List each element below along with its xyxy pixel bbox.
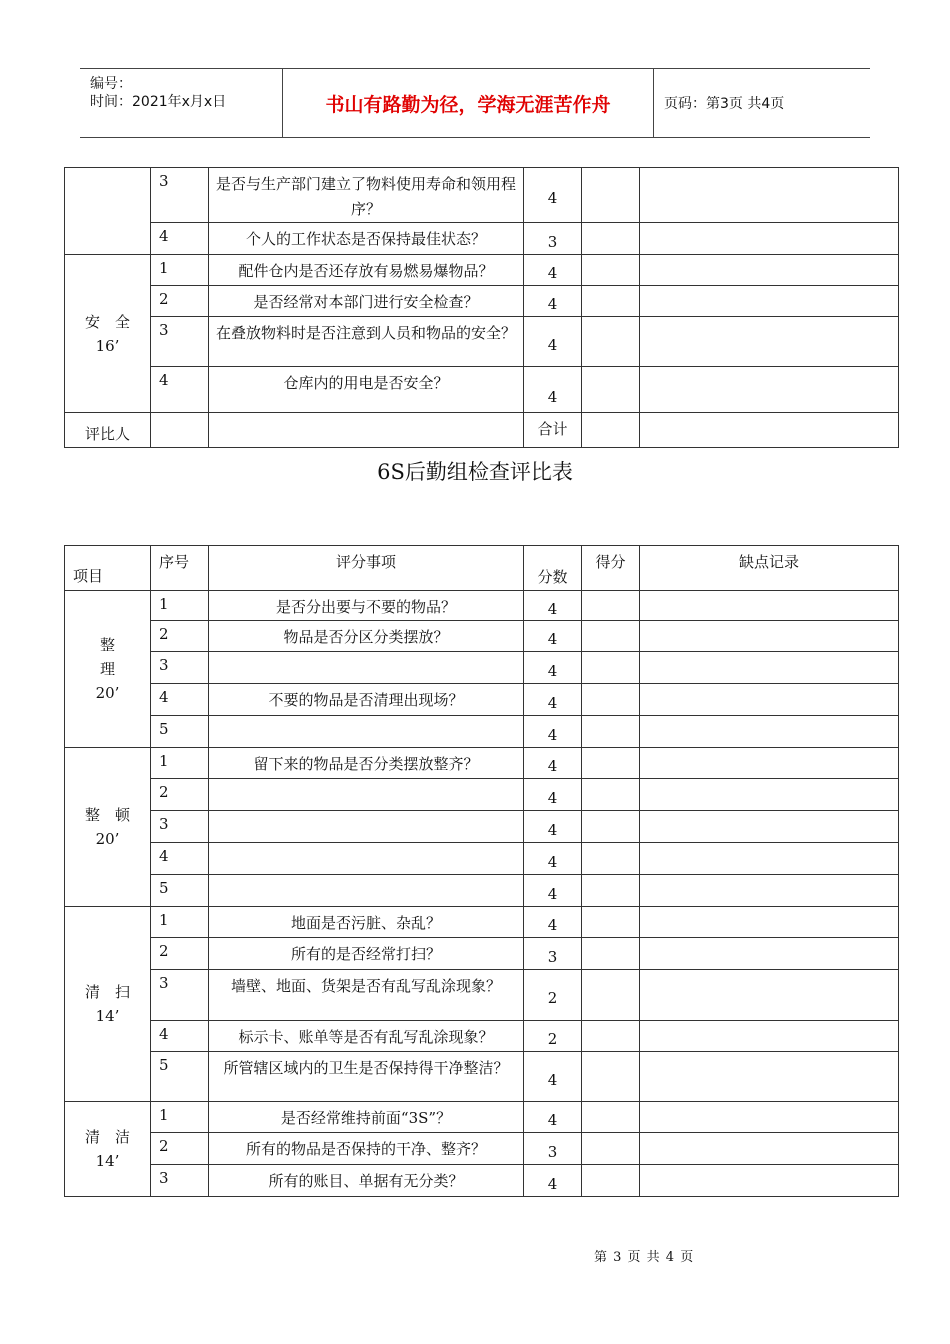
seq-cell: 3 <box>151 1165 209 1197</box>
table-row <box>65 716 899 748</box>
defect-record-cell[interactable] <box>640 907 899 938</box>
got-score-cell[interactable] <box>582 255 640 286</box>
table-row <box>65 591 899 621</box>
defect-record-cell[interactable] <box>640 367 899 413</box>
page-title: 6S后勤组检查评比表 <box>377 460 573 484</box>
seq-cell: 3 <box>151 652 209 684</box>
got-score-cell[interactable] <box>582 621 640 652</box>
seq-cell: 4 <box>151 1021 209 1052</box>
seq-cell: 3 <box>151 168 209 223</box>
category-label: 安 全 <box>84 312 130 331</box>
item-cell: 地面是否污脏、杂乱？ <box>209 907 524 938</box>
seq-cell: 5 <box>151 875 209 907</box>
evaluator-label: 评比人 <box>65 413 151 448</box>
score-cell: 2 <box>524 970 582 1021</box>
seq-cell: 3 <box>151 811 209 843</box>
table-row <box>65 367 899 413</box>
seq-cell: 3 <box>151 317 209 367</box>
got-score-cell[interactable] <box>582 716 640 748</box>
table-row <box>65 1165 899 1197</box>
defect-record-cell[interactable] <box>640 684 899 716</box>
got-score-cell[interactable] <box>582 907 640 938</box>
table-row <box>65 875 899 907</box>
item-cell: 仓库内的用电是否安全？ <box>209 367 524 413</box>
item-cell <box>209 843 524 875</box>
table-row <box>65 652 899 684</box>
category-line: 整 <box>99 636 115 654</box>
seq-cell: 5 <box>151 1052 209 1102</box>
seq-cell: 4 <box>151 843 209 875</box>
score-cell: 4 <box>524 652 582 684</box>
table-row <box>65 938 899 970</box>
total-note-cell[interactable] <box>640 413 899 448</box>
header-page-label: 页码：第3页 共4页 <box>664 96 785 112</box>
seq-cell: 4 <box>151 684 209 716</box>
got-score-cell[interactable] <box>582 1165 640 1197</box>
got-score-cell[interactable] <box>582 811 640 843</box>
score-cell: 3 <box>524 223 582 255</box>
defect-record-cell[interactable] <box>640 1133 899 1165</box>
category-points: 14’ <box>95 1152 120 1170</box>
item-cell: 是否经常对本部门进行安全检查？ <box>209 286 524 317</box>
defect-record-cell[interactable] <box>640 843 899 875</box>
table-row <box>65 1021 899 1052</box>
item-cell <box>209 811 524 843</box>
seq-cell: 1 <box>151 255 209 286</box>
table-row <box>65 970 899 1021</box>
defect-record-cell[interactable] <box>640 168 899 223</box>
category-points: 16’ <box>95 336 120 355</box>
score-cell: 4 <box>524 1165 582 1197</box>
table-row <box>65 317 899 367</box>
score-cell: 3 <box>524 938 582 970</box>
defect-record-cell[interactable] <box>640 223 899 255</box>
table-row <box>65 413 899 448</box>
item-cell: 配件仓内是否还存放有易燃易爆物品？ <box>209 255 524 286</box>
score-cell: 4 <box>524 684 582 716</box>
score-cell: 4 <box>524 367 582 413</box>
table-row <box>65 1102 899 1133</box>
item-cell: 是否与生产部门建立了物料使用寿命和领用程序？ <box>209 168 524 223</box>
evaluator-cell[interactable] <box>151 413 209 448</box>
item-cell <box>209 875 524 907</box>
table-row <box>65 907 899 938</box>
got-score-cell[interactable] <box>582 591 640 621</box>
got-score-cell[interactable] <box>582 652 640 684</box>
main-table <box>64 545 899 1197</box>
seq-cell: 2 <box>151 621 209 652</box>
header-row <box>65 546 899 591</box>
defect-record-cell[interactable] <box>640 748 899 779</box>
category-line: 清 扫 <box>84 983 130 1001</box>
top-table <box>64 167 899 448</box>
header-seq: 序号 <box>151 546 209 591</box>
header-motto: 书山有路勤为径，学海无涯苦作舟 <box>283 69 654 137</box>
doc-time-label: 时间：2021年x月x日 <box>90 94 227 110</box>
item-cell: 所管辖区域内的卫生是否保持得干净整洁？ <box>209 1052 524 1102</box>
table-row <box>65 286 899 317</box>
score-cell: 4 <box>524 716 582 748</box>
seq-cell: 4 <box>151 367 209 413</box>
got-score-cell[interactable] <box>582 938 640 970</box>
seq-cell: 1 <box>151 591 209 621</box>
got-score-cell[interactable] <box>582 875 640 907</box>
category-shine <box>65 907 151 1102</box>
item-cell: 所有的是否经常打扫？ <box>209 938 524 970</box>
doc-number-label: 编号： <box>90 76 132 92</box>
table-row <box>65 1052 899 1102</box>
seq-cell: 1 <box>151 907 209 938</box>
table-row <box>65 843 899 875</box>
item-cell: 所有的物品是否保持的干净、整齐？ <box>209 1133 524 1165</box>
defect-record-cell[interactable] <box>640 970 899 1021</box>
score-cell: 4 <box>524 591 582 621</box>
category-sort <box>65 591 151 748</box>
seq-cell: 4 <box>151 223 209 255</box>
score-cell: 4 <box>524 621 582 652</box>
got-score-cell[interactable] <box>582 367 640 413</box>
table-row <box>65 748 899 779</box>
category-set-in-order <box>65 748 151 907</box>
document-header <box>80 68 870 138</box>
got-score-cell[interactable] <box>582 1021 640 1052</box>
got-score-cell[interactable] <box>582 317 640 367</box>
item-cell: 是否分出要与不要的物品？ <box>209 591 524 621</box>
category-line: 理 <box>99 660 115 678</box>
item-cell: 物品是否分区分类摆放？ <box>209 621 524 652</box>
category-line: 整 顿 <box>84 806 130 824</box>
item-cell: 个人的工作状态是否保持最佳状态？ <box>209 223 524 255</box>
score-cell: 4 <box>524 843 582 875</box>
defect-record-cell[interactable] <box>640 1021 899 1052</box>
seq-cell: 5 <box>151 716 209 748</box>
category-cell <box>65 168 151 255</box>
table-row <box>65 255 899 286</box>
item-cell: 在叠放物料时是否注意到人员和物品的安全？ <box>209 317 524 367</box>
score-cell: 4 <box>524 811 582 843</box>
defect-record-cell[interactable] <box>640 779 899 811</box>
header-defect: 缺点记录 <box>640 546 899 591</box>
defect-record-cell[interactable] <box>640 621 899 652</box>
category-safety <box>65 255 151 413</box>
got-score-cell[interactable] <box>582 843 640 875</box>
got-score-cell[interactable] <box>582 748 640 779</box>
seq-cell: 2 <box>151 1133 209 1165</box>
score-cell: 4 <box>524 907 582 938</box>
item-cell: 墙壁、地面、货架是否有乱写乱涂现象？ <box>209 970 524 1021</box>
defect-record-cell[interactable] <box>640 811 899 843</box>
table-row <box>65 621 899 652</box>
score-cell: 4 <box>524 779 582 811</box>
table-row <box>65 1133 899 1165</box>
seq-cell: 1 <box>151 748 209 779</box>
got-score-cell[interactable] <box>582 1133 640 1165</box>
table-row <box>65 223 899 255</box>
defect-record-cell[interactable] <box>640 938 899 970</box>
total-score-cell[interactable] <box>582 413 640 448</box>
got-score-cell[interactable] <box>582 1102 640 1133</box>
defect-record-cell[interactable] <box>640 286 899 317</box>
defect-record-cell[interactable] <box>640 875 899 907</box>
defect-record-cell[interactable] <box>640 255 899 286</box>
score-cell: 4 <box>524 1052 582 1102</box>
table-row <box>65 811 899 843</box>
category-standardize <box>65 1102 151 1197</box>
got-score-cell[interactable] <box>582 684 640 716</box>
header-info-cell <box>80 69 283 137</box>
score-cell: 4 <box>524 168 582 223</box>
score-cell: 4 <box>524 317 582 367</box>
item-cell: 标示卡、账单等是否有乱写乱涂现象？ <box>209 1021 524 1052</box>
score-cell: 4 <box>524 255 582 286</box>
table-row <box>65 779 899 811</box>
defect-record-cell[interactable] <box>640 1102 899 1133</box>
score-cell: 4 <box>524 875 582 907</box>
score-cell: 3 <box>524 1133 582 1165</box>
header-got: 得分 <box>582 546 640 591</box>
got-score-cell[interactable] <box>582 223 640 255</box>
category-line: 清 洁 <box>84 1128 130 1146</box>
got-score-cell[interactable] <box>582 779 640 811</box>
got-score-cell[interactable] <box>582 1052 640 1102</box>
defect-record-cell[interactable] <box>640 591 899 621</box>
item-cell <box>209 652 524 684</box>
got-score-cell[interactable] <box>582 286 640 317</box>
seq-cell: 2 <box>151 286 209 317</box>
item-cell: 所有的账目、单据有无分类？ <box>209 1165 524 1197</box>
seq-cell: 3 <box>151 970 209 1021</box>
item-cell: 留下来的物品是否分类摆放整齐？ <box>209 748 524 779</box>
item-cell <box>209 716 524 748</box>
category-points: 20’ <box>95 684 120 702</box>
total-label: 合计 <box>524 413 582 448</box>
page-footer: 第 3 页 共 4 页 <box>594 1250 695 1265</box>
item-cell <box>209 779 524 811</box>
score-cell: 4 <box>524 748 582 779</box>
item-cell: 是否经常维持前面“3S”？ <box>209 1102 524 1133</box>
seq-cell: 2 <box>151 938 209 970</box>
score-cell: 4 <box>524 286 582 317</box>
header-item: 评分事项 <box>209 546 524 591</box>
defect-record-cell[interactable] <box>640 1052 899 1102</box>
defect-record-cell[interactable] <box>640 652 899 684</box>
seq-cell: 1 <box>151 1102 209 1133</box>
header-score: 分数 <box>524 546 582 591</box>
category-points: 20’ <box>95 830 120 848</box>
got-score-cell[interactable] <box>582 970 640 1021</box>
defect-record-cell[interactable] <box>640 1165 899 1197</box>
item-cell: 不要的物品是否清理出现场？ <box>209 684 524 716</box>
score-cell: 2 <box>524 1021 582 1052</box>
defect-record-cell[interactable] <box>640 317 899 367</box>
evaluator-name-cell[interactable] <box>209 413 524 448</box>
score-cell: 4 <box>524 1102 582 1133</box>
defect-record-cell[interactable] <box>640 716 899 748</box>
category-points: 14’ <box>95 1007 120 1025</box>
table-row <box>65 684 899 716</box>
seq-cell: 2 <box>151 779 209 811</box>
table-row <box>65 168 899 223</box>
header-project: 项目 <box>65 546 151 591</box>
got-score-cell[interactable] <box>582 168 640 223</box>
